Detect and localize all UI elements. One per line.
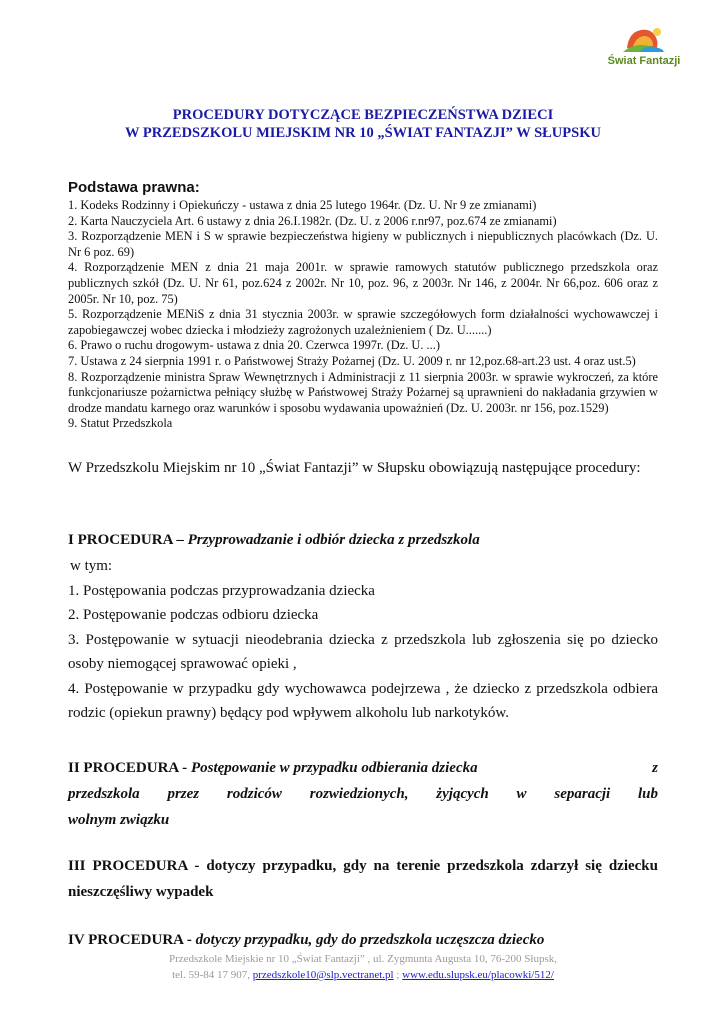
footer-separator: ; [393,969,403,981]
legal-item: 3. Rozporządzenie MEN i S w sprawie bezpieczeństwa higieny w publicznych i niepublicznych placówkach (Dz. U. Nr 6 poz. 69) [68,229,658,259]
legal-item: 4. Rozporządzenie MEN z dnia 21 maja 2001r. w sprawie ramowych statutów publicznego przedszkola oraz publicznych szkół (Dz. U. Nr 61, poz.624 z 2002r. Nr 10, poz. 96, z 2003r. Nr 146, z 2004r. Nr 66,poz. 606 oraz z 2005r. Nr 10, poz. 75) [68,260,658,306]
procedure-4-title: dotyczy przypadku, gdy do przedszkola uczęszcza dziecko [195,932,545,948]
footer-email-link[interactable]: przedszkole10@slp.vectranet.pl [252,969,394,981]
footer-contact [68,967,658,983]
procedure-1-heading [68,530,658,550]
legal-item: 9. Statut Przedszkola [68,416,173,431]
footer-website-link[interactable]: www.edu.slupsk.eu/placowki/512/ [402,969,554,981]
procedure-1-title: Przyprowadzanie i odbiór dziecka z przedszkola [187,532,480,548]
procedure-1-subheading: w tym: [70,558,113,574]
procedure-2-title-a: Postępowanie w przypadku odbierania dziecka [190,760,478,776]
procedure-4 [68,928,658,952]
legal-item: 8. Rozporządzenie ministra Spraw Wewnętrznych i Administracji z 11 sierpnia 2003r. w sprawie wykroczeń, za które funkcjonariusze pożarnictwa pełniący służbę w Państwowej Straży Pożarnej są uprawnieni do nakładania grzywien w drodze mandatu karnego oraz warunków i sposobu wydawania upoważnień (Dz. U. 2003r. nr 156, poz.1529) [68,369,658,415]
procedure-2-title-b: z [652,760,658,776]
procedure-1-item: 4. Postępowanie w przypadku gdy wychowawca podejrzewa , że dziecko z przedszkola odbiera rodzic (opiekun prawny) będący pod wpływem alkoholu lub narkotyków. [68,680,658,721]
page-footer [68,951,658,983]
logo-graphic [603,22,685,56]
legal-basis-section [68,179,658,432]
legal-item: 2. Karta Nauczyciela Art. 6 ustawy z dnia 26.I.1982r. (Dz. U. z 2006 r.nr97, poz.674 ze zmianami) [68,213,557,228]
preschool-logo [603,22,685,72]
legal-item: 6. Prawo o ruchu drogowym- ustawa z dnia 20. Czerwca 1997r. (Dz. U. ...) [68,338,440,353]
footer-phone: tel. 59-84 17 907, [172,969,253,981]
legal-item: 7. Ustawa z 24 sierpnia 1991 r. o Państwowej Straży Pożarnej (Dz. U. 2009 r. nr 12,poz.68-art.23 ust. 4 oraz ust.5) [68,353,636,368]
legal-item: 1. Kodeks Rodzinny i Opiekuńczy - ustawa z dnia 25 lutego 1964r. (Dz. U. Nr 9 ze zmianami) [68,198,537,212]
procedure-2-title-d: wolnym związku [68,812,170,828]
legal-item: 5. Rozporządzenie MENiS z dnia 31 stycznia 2003r. w sprawie szczegółowych form działalności wychowawczej i zapobiegawczej wobec dziecka i młodzieży zagrożonych uzależnieniem ( Dz. U.......) [68,307,658,337]
title-line-2: W PRZEDSZKOLU MIEJSKIM NR 10 „ŚWIAT FANTAZJI” W SŁUPSKU [125,125,601,141]
footer-address: Przedszkole Miejskie nr 10 „Świat Fantazji” , ul. Zygmunta Augusta 10, 76-200 Słupsk, [168,953,557,965]
procedure-3: III PROCEDURA - dotyczy przypadku, gdy na terenie przedszkola zdarzył się dziecku nieszczęśliwy wypadek [68,858,658,900]
title-line-1: PROCEDURY DOTYCZĄCE BEZPIECZEŃSTWA DZIECI [172,107,554,123]
procedure-2-heading [68,755,658,781]
document-title [68,106,658,142]
procedure-1 [68,530,658,726]
legal-basis-heading: Podstawa prawna: [68,179,200,196]
procedure-4-label: IV PROCEDURA - [68,932,196,948]
procedure-2-label: II PROCEDURA - [68,760,191,776]
logo-text: Świat Fantazji [607,55,681,67]
procedure-1-label: I PROCEDURA – [68,532,188,548]
intro-paragraph: W Przedszkolu Miejskim nr 10 „Świat Fantazji” w Słupsku obowiązują następujące procedury: [68,460,641,476]
procedure-1-item: 1. Postępowania podczas przyprowadzania dziecka [68,582,375,599]
procedure-2 [68,755,658,833]
procedure-1-item: 3. Postępowanie w sytuacji nieodebrania dziecka z przedszkola lub zgłoszenia się po dziecko osoby niemogącej sprawować opieki , [68,631,658,672]
procedure-2-title-c: przedszkola przez rodziców rozwiedzionych, żyjących w separacji lub [68,786,658,802]
procedure-1-item: 2. Postępowanie podczas odbioru dziecka [68,607,319,623]
